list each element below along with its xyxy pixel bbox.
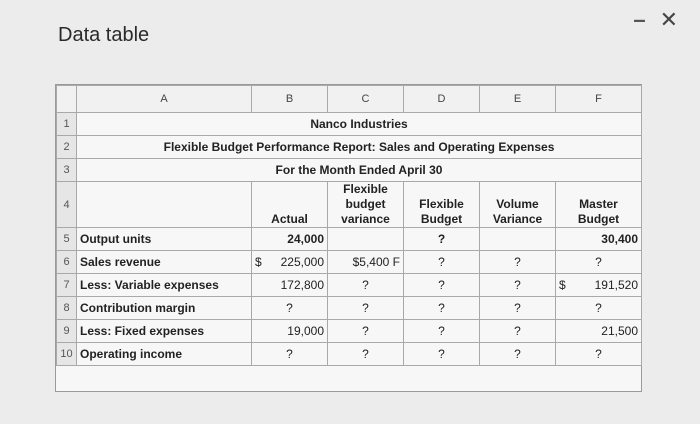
- volume-variance-cell: [480, 228, 556, 251]
- row-label: Operating income: [77, 343, 252, 366]
- flexible-budget-cell: ?: [404, 274, 480, 297]
- column-header-a[interactable]: A: [77, 86, 252, 113]
- actual-cell: $ 225,000: [252, 251, 328, 274]
- flexible-budget-cell: ?: [404, 228, 480, 251]
- column-header-b[interactable]: B: [252, 86, 328, 113]
- column-header-d[interactable]: D: [404, 86, 480, 113]
- master-budget-cell: 21,500: [556, 320, 642, 343]
- flexible-budget-variance-cell: [328, 228, 404, 251]
- row-number: 5: [57, 228, 77, 251]
- table-row: [57, 343, 642, 366]
- row-number: 2: [57, 136, 77, 159]
- row-label: Less: Variable expenses: [77, 274, 252, 297]
- table-row: [57, 274, 642, 297]
- row-number: 1: [57, 113, 77, 136]
- header-actual: Actual: [252, 182, 328, 228]
- table-row: [57, 113, 642, 136]
- table-row: [57, 251, 642, 274]
- report-period: For the Month Ended April 30: [77, 159, 642, 182]
- volume-variance-cell: ?: [480, 320, 556, 343]
- master-budget-cell: ?: [556, 251, 642, 274]
- flexible-budget-cell: ?: [404, 343, 480, 366]
- master-budget-cell: ?: [556, 343, 642, 366]
- header-flexible-budget: Flexible Budget: [404, 182, 480, 228]
- row-number: 10: [57, 343, 77, 366]
- table-row: [57, 297, 642, 320]
- flexible-budget-cell: ?: [404, 320, 480, 343]
- row-number: 4: [57, 182, 77, 228]
- flexible-budget-variance-cell: ?: [328, 320, 404, 343]
- company-name: Nanco Industries: [77, 113, 642, 136]
- column-header-c[interactable]: C: [328, 86, 404, 113]
- volume-variance-cell: ?: [480, 297, 556, 320]
- column-header-e[interactable]: E: [480, 86, 556, 113]
- row-number: 7: [57, 274, 77, 297]
- flexible-budget-cell: ?: [404, 297, 480, 320]
- actual-cell: 172,800: [252, 274, 328, 297]
- flexible-budget-variance-cell: ?: [328, 343, 404, 366]
- volume-variance-cell: ?: [480, 343, 556, 366]
- table-row: [57, 228, 642, 251]
- header-flexible-budget-variance: Flexible budget variance: [328, 182, 404, 228]
- header-volume-variance: Volume Variance: [480, 182, 556, 228]
- report-title: Flexible Budget Performance Report: Sales and Operating Expenses: [77, 136, 642, 159]
- row-number: 6: [57, 251, 77, 274]
- flexible-budget-variance-cell: $5,400 F: [328, 251, 404, 274]
- master-budget-cell: ?: [556, 297, 642, 320]
- volume-variance-cell: ?: [480, 274, 556, 297]
- row-label: Sales revenue: [77, 251, 252, 274]
- data-table: [56, 85, 642, 366]
- table-row: [57, 182, 642, 228]
- flexible-budget-variance-cell: ?: [328, 274, 404, 297]
- row-number: 8: [57, 297, 77, 320]
- column-header-f[interactable]: F: [556, 86, 642, 113]
- window-controls: [633, 7, 678, 32]
- row-number: 9: [57, 320, 77, 343]
- row-number: 3: [57, 159, 77, 182]
- close-icon[interactable]: ✕: [659, 7, 678, 32]
- window-title: Data table: [58, 24, 150, 46]
- row-label: Output units: [77, 228, 252, 251]
- master-budget-cell: 30,400: [556, 228, 642, 251]
- table-row: [57, 159, 642, 182]
- header-master-budget: Master Budget: [556, 182, 642, 228]
- column-header-row: [57, 86, 642, 113]
- volume-variance-cell: ?: [480, 251, 556, 274]
- actual-cell: 24,000: [252, 228, 328, 251]
- flexible-budget-variance-cell: ?: [328, 297, 404, 320]
- flexible-budget-cell: ?: [404, 251, 480, 274]
- master-budget-cell: $ 191,520: [556, 274, 642, 297]
- cell: [77, 182, 252, 228]
- table-row: [57, 136, 642, 159]
- table-row: [57, 320, 642, 343]
- corner-cell: [57, 86, 77, 113]
- actual-cell: ?: [252, 343, 328, 366]
- actual-cell: ?: [252, 297, 328, 320]
- row-label: Contribution margin: [77, 297, 252, 320]
- actual-cell: 19,000: [252, 320, 328, 343]
- spreadsheet: [55, 84, 642, 392]
- minus-icon[interactable]: –: [633, 7, 646, 32]
- row-label: Less: Fixed expenses: [77, 320, 252, 343]
